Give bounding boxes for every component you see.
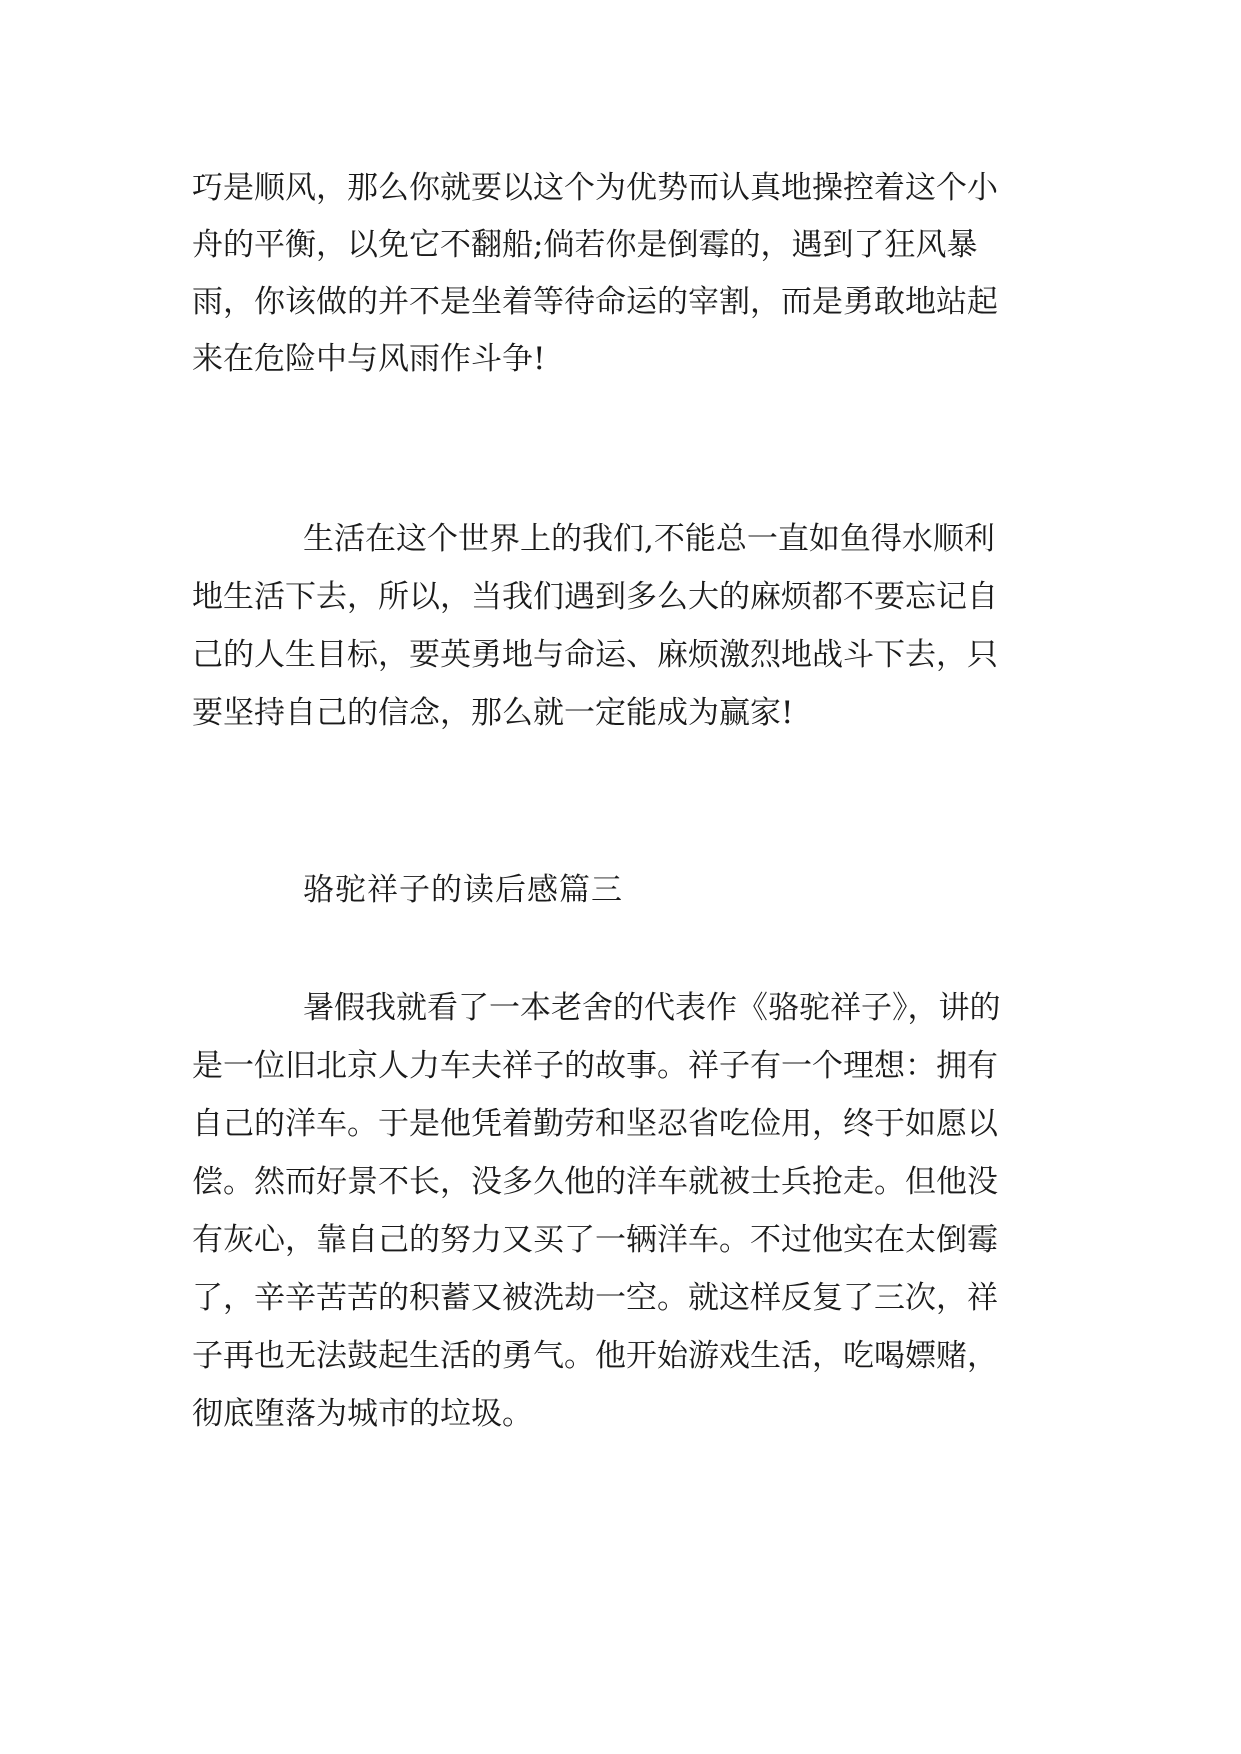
- paragraph-line: 了，辛辛苦苦的积蓄又被洗劫一空。就这样反复了三次，祥: [192, 1280, 998, 1316]
- paragraph-line: 有灰心，靠自己的努力又买了一辆洋车。不过他实在太倒霉: [192, 1222, 998, 1258]
- paragraph-line: 要坚持自己的信念，那么就一定能成为赢家!: [192, 695, 794, 731]
- paragraph-line: 偿。然而好景不长，没多久他的洋车就被士兵抢走。但他没: [192, 1164, 998, 1200]
- paragraph-line: 巧是顺风，那么你就要以这个为优势而认真地操控着这个小: [192, 170, 998, 206]
- paragraph-line: 彻底堕落为城市的垃圾。: [192, 1396, 533, 1432]
- paragraph-line: 自己的洋车。于是他凭着勤劳和坚忍省吃俭用，终于如愿以: [192, 1106, 998, 1142]
- paragraph-line: 雨，你该做的并不是坐着等待命运的宰割，而是勇敢地站起: [192, 284, 998, 320]
- paragraph-line: 生活在这个世界上的我们,不能总一直如鱼得水顺利: [303, 521, 995, 557]
- paragraph-line: 地生活下去，所以，当我们遇到多么大的麻烦都不要忘记自: [192, 579, 998, 615]
- paragraph-line: 暑假我就看了一本老舍的代表作《骆驼祥子》，讲的: [303, 990, 1001, 1026]
- paragraph-line: 己的人生目标，要英勇地与命运、麻烦激烈地战斗下去，只: [192, 637, 998, 673]
- paragraph-line: 是一位旧北京人力车夫祥子的故事。祥子有一个理想：拥有: [192, 1048, 998, 1084]
- section-heading: 骆驼祥子的读后感篇三: [303, 872, 623, 908]
- paragraph-line: 子再也无法鼓起生活的勇气。他开始游戏生活，吃喝嫖赌，: [192, 1338, 998, 1374]
- paragraph-line: 来在危险中与风雨作斗争!: [192, 341, 546, 377]
- paragraph-line: 舟的平衡，以免它不翻船;倘若你是倒霉的，遇到了狂风暴: [192, 227, 978, 263]
